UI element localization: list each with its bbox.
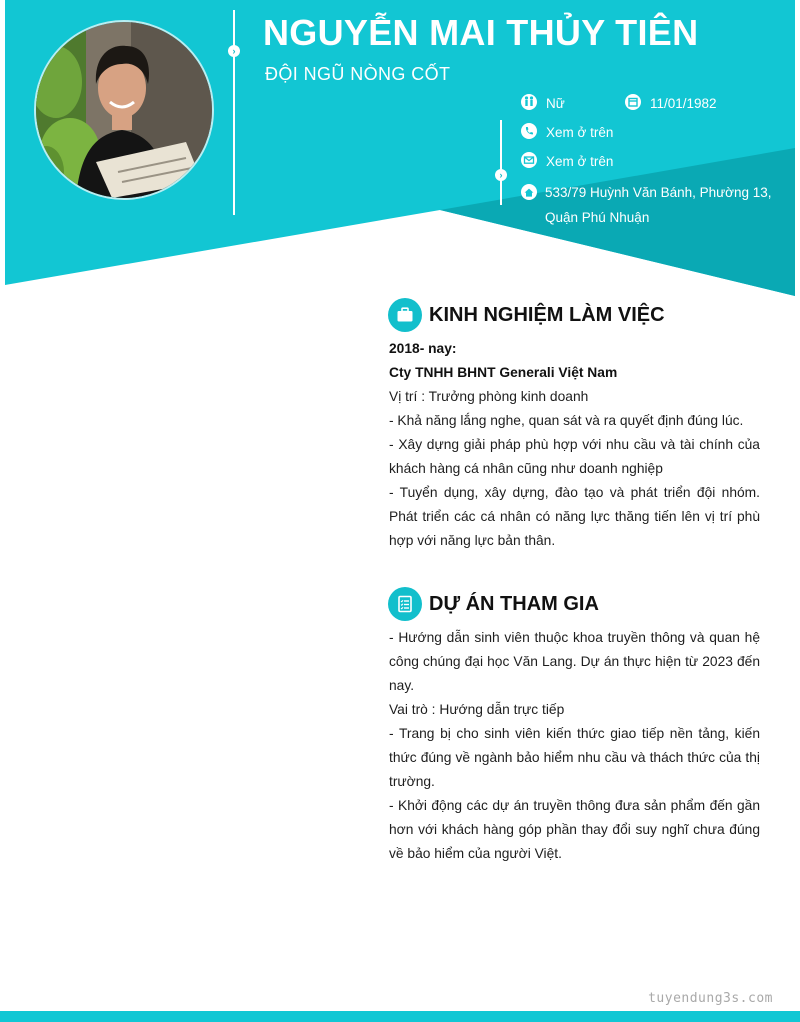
project-bullet: - Trang bị cho sinh viên kiến thức giao tiếp nền tảng, kiến thức đúng về ngành bảo hiểm nhu cầu và thách thức của thị trường. (389, 726, 760, 789)
projects-content (389, 626, 760, 866)
email-icon (521, 152, 537, 168)
birthday-value: 11/01/1982 (650, 96, 717, 111)
phone-info (521, 120, 613, 146)
phone-value: Xem ở trên (546, 125, 614, 140)
experience-period: 2018- nay: (389, 341, 457, 356)
email-info (521, 149, 613, 175)
project-bullet: - Khởi động các dự án truyền thông đưa sản phẩm đến gần hơn với khách hàng góp phần thay đổi suy nghĩ chưa đúng về bảo hiểm của người Việt. (389, 798, 760, 861)
birthday-info (625, 91, 717, 117)
person-role: ĐỘI NGŨ NÒNG CỐT (265, 64, 451, 84)
chevron-right-icon: › (228, 45, 240, 57)
chevron-right-icon: › (495, 169, 507, 181)
project-role: Vai trò : Hướng dẫn trực tiếp (389, 702, 565, 717)
home-icon (521, 184, 537, 200)
phone-icon (521, 123, 537, 139)
project-description: - Hướng dẫn sinh viên thuộc khoa truyền thông và quan hệ công chúng đại học Văn Lang. Dự án thực hiện từ 2023 đến nay. (389, 630, 760, 693)
address-info (521, 180, 785, 230)
briefcase-icon (388, 298, 422, 332)
gender-value: Nữ (546, 96, 565, 111)
gender-icon (521, 94, 537, 110)
watermark: tuyendung3s.com (648, 991, 773, 1006)
experience-section-title: KINH NGHIỆM LÀM VIỆC (388, 298, 665, 332)
footer-bar (0, 1011, 800, 1022)
email-value: Xem ở trên (546, 154, 614, 169)
calendar-icon (625, 94, 641, 110)
person-name: NGUYỄN MAI THỦY TIÊN (263, 12, 699, 53)
projects-section-title: DỰ ÁN THAM GIA (388, 587, 599, 621)
info-divider-line (500, 120, 502, 205)
experience-content (389, 337, 760, 553)
experience-bullet: - Xây dựng giải pháp phù hợp với nhu cầu và tài chính của khách hàng cá nhân cũng như doanh nghiệp (389, 437, 760, 476)
experience-bullet: - Khả năng lắng nghe, quan sát và ra quyết định đúng lúc. (389, 413, 744, 428)
address-value: 533/79 Huỳnh Văn Bánh, Phường 13, Quận Phú Nhuận (545, 185, 772, 225)
gender-info (521, 91, 565, 117)
experience-bullet: - Tuyển dụng, xây dựng, đào tạo và phát triển đội nhóm. Phát triển các cá nhân có năng lực thăng tiến lên vị trí phù hợp với năng lực bản thân. (389, 485, 760, 548)
experience-company: Cty TNHH BHNT Generali Việt Nam (389, 365, 618, 380)
experience-position: Vị trí : Trưởng phòng kinh doanh (389, 389, 589, 404)
checklist-icon (388, 587, 422, 621)
profile-photo (34, 20, 214, 200)
header-divider-line (233, 10, 235, 215)
